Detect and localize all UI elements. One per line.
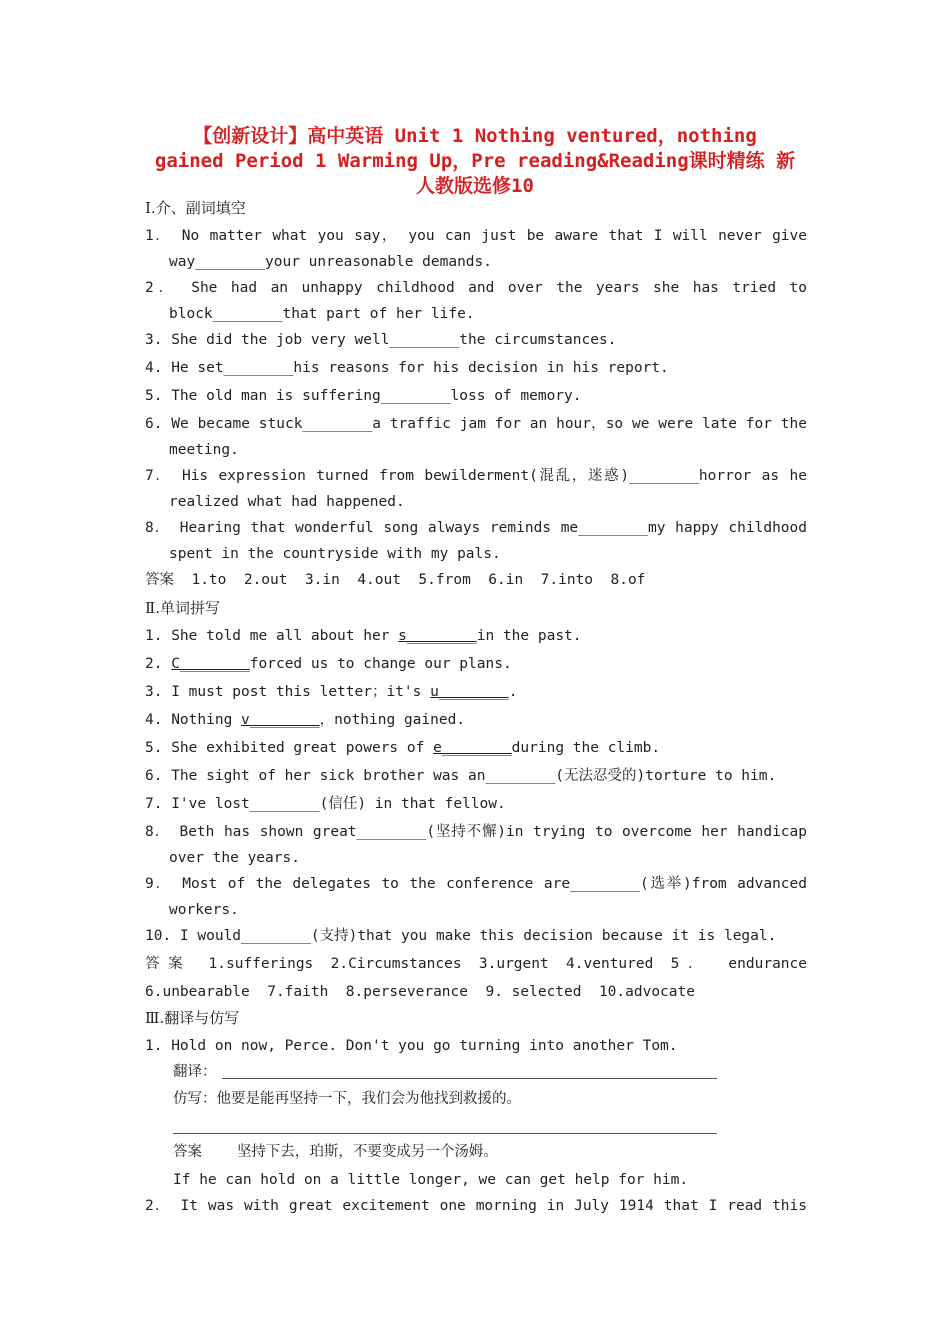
question-text: 5. She exhibited great powers of: [145, 740, 434, 756]
hint-blank: v________: [241, 712, 320, 728]
question-text: during the climb.: [511, 740, 661, 756]
answer-line: 答案 1.to 2.out 3.in 4.out 5.from 6.in 7.into 8.of: [145, 572, 646, 588]
question-line: 5. The old man is suffering________loss of memory.: [145, 388, 582, 404]
section-1-heading: Ⅰ.介、副词填空: [145, 199, 246, 217]
question-text: forced us to change our plans.: [249, 656, 512, 672]
question-line: 8． Hearing that wonderful song always reminds me________my happy childhood: [145, 520, 807, 536]
question-text: 4. Nothing: [145, 712, 242, 728]
question-line: over the years.: [169, 850, 300, 866]
question-line: [145, 708, 807, 732]
question-line: 1. Hold on now, Perce. Don't you go turning into another Tom.: [145, 1038, 678, 1054]
question-line: realized what had happened.: [169, 494, 405, 510]
translate-label: 翻译：: [173, 1064, 217, 1080]
title-line-2: gained Period 1 Warming Up，Pre reading&Reading课时精练 新: [154, 150, 796, 172]
hint-blank: C________: [171, 656, 250, 672]
answer-underline: [222, 1078, 717, 1079]
question-text: 3. I must post this letter；it's: [145, 684, 431, 700]
question-line: 10. I would________(支持)that you make this decision because it is legal.: [145, 928, 777, 944]
title-line-1: 【创新设计】高中英语 Unit 1 Nothing ventured，nothing: [193, 125, 757, 147]
question-line: [145, 652, 807, 676]
question-line: spent in the countryside with my pals.: [169, 546, 501, 562]
hint-blank: s________: [398, 628, 477, 644]
question-line: [145, 736, 807, 760]
question-line: block________that part of her life.: [169, 306, 475, 322]
question-line: meeting.: [169, 442, 239, 458]
hint-blank: u________: [430, 684, 509, 700]
answer-line: If he can hold on a little longer, we can get help for him.: [173, 1172, 689, 1188]
question-line: 2． It was with great excitement one morning in July 1914 that I read this: [145, 1198, 807, 1214]
document-title: [140, 124, 810, 199]
question-line: [145, 624, 807, 648]
answer-line: 答案 坚持下去，珀斯，不要变成另一个汤姆。: [173, 1144, 498, 1160]
question-text: .: [508, 684, 518, 700]
question-line: 6. We became stuck________a traffic jam for an hour，so we were late for the: [145, 416, 807, 432]
question-line: 2． She had an unhappy childhood and over the years she has tried to: [145, 280, 807, 296]
title-line-3: 人教版选修10: [416, 175, 534, 197]
question-line: 3. She did the job very well________the circumstances.: [145, 332, 617, 348]
question-line: workers.: [169, 902, 239, 918]
question-line: 7． His expression turned from bewilderment(混乱，迷惑)________horror as he: [145, 468, 807, 484]
answer-line: 6.unbearable 7.faith 8.perseverance 9. selected 10.advocate: [145, 984, 695, 1000]
answer-underline: [173, 1133, 717, 1134]
section-2-heading: Ⅱ.单词拼写: [145, 599, 220, 617]
question-line: 1． No matter what you say， you can just be aware that I will never give: [145, 228, 807, 244]
question-text: ，nothing gained.: [319, 712, 466, 728]
answer-line: 答案 1.sufferings 2.Circumstances 3.urgent 4.ventured 5． endurance: [145, 956, 807, 972]
question-line: [145, 680, 807, 704]
imitate-prompt: 仿写：他要是能再坚持一下，我们会为他找到救援的。: [173, 1091, 521, 1107]
question-line: 9． Most of the delegates to the conference are________(选举)from advanced: [145, 876, 807, 892]
question-text: 1. She told me all about her: [145, 628, 399, 644]
question-text: 2.: [145, 656, 172, 672]
question-line: 7. I've lost________(信任) in that fellow.: [145, 796, 506, 812]
question-text: in the past.: [476, 628, 582, 644]
question-line: 6. The sight of her sick brother was an________(无法忍受的)torture to him.: [145, 768, 777, 784]
question-line: 8． Beth has shown great________(坚持不懈)in trying to overcome her handicap: [145, 824, 807, 840]
section-3-heading: Ⅲ.翻译与仿写: [145, 1009, 240, 1027]
question-line: way________your unreasonable demands.: [169, 254, 493, 270]
hint-blank: e________: [433, 740, 512, 756]
question-line: 4. He set________his reasons for his decision in his report.: [145, 360, 669, 376]
